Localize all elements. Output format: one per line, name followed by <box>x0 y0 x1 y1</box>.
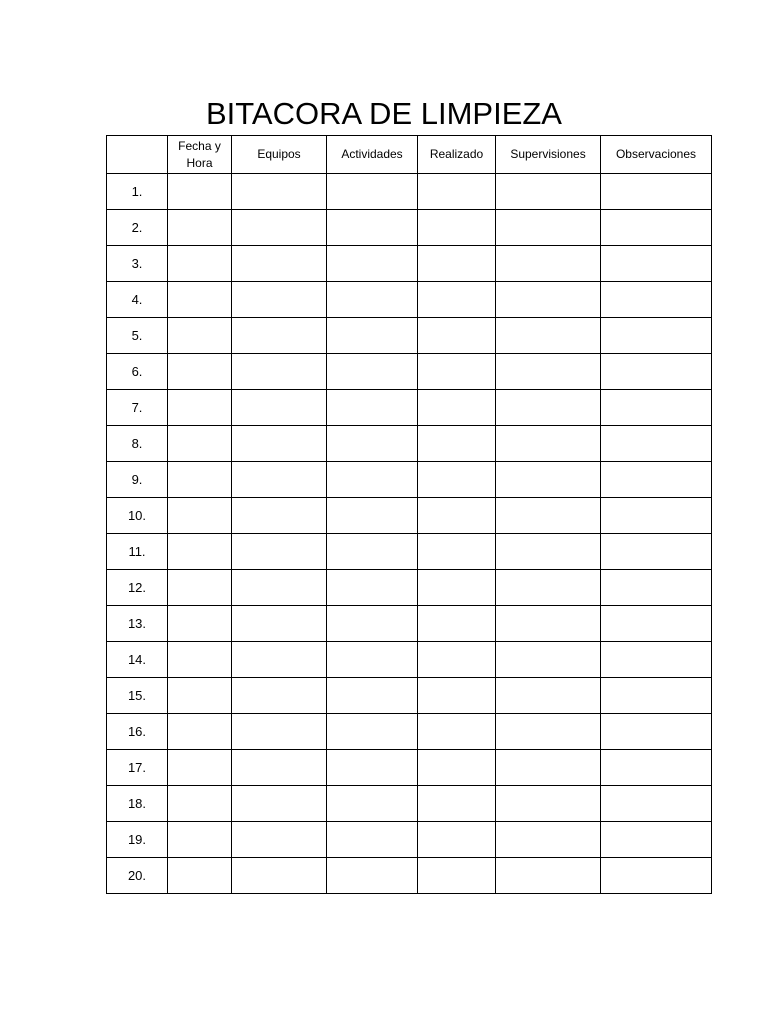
cell-equipos[interactable] <box>232 750 327 786</box>
cell-observaciones[interactable] <box>601 246 712 282</box>
table-row <box>107 354 712 390</box>
cell-actividades[interactable] <box>327 678 418 714</box>
table-row <box>107 858 712 894</box>
table-row <box>107 390 712 426</box>
cell-fecha-hora[interactable] <box>168 570 232 606</box>
cell-supervisiones[interactable] <box>496 570 601 606</box>
table-row <box>107 318 712 354</box>
cell-supervisiones[interactable] <box>496 390 601 426</box>
cell-equipos[interactable] <box>232 426 327 462</box>
cell-fecha-hora[interactable] <box>168 786 232 822</box>
cell-actividades[interactable] <box>327 858 418 894</box>
header-row <box>107 136 712 174</box>
cell-actividades[interactable] <box>327 534 418 570</box>
cell-supervisiones[interactable] <box>496 354 601 390</box>
header-cell-index <box>107 136 168 174</box>
cell-observaciones[interactable] <box>601 750 712 786</box>
cell-fecha-hora[interactable] <box>168 750 232 786</box>
row-number: 15. <box>107 678 168 714</box>
cell-observaciones[interactable] <box>601 570 712 606</box>
cell-supervisiones[interactable] <box>496 282 601 318</box>
cell-supervisiones[interactable] <box>496 246 601 282</box>
row-number: 16. <box>107 714 168 750</box>
row-number: 20. <box>107 858 168 894</box>
cell-realizado[interactable] <box>418 462 496 498</box>
table-row <box>107 426 712 462</box>
cell-realizado[interactable] <box>418 822 496 858</box>
cell-realizado[interactable] <box>418 786 496 822</box>
row-number: 11. <box>107 534 168 570</box>
cell-observaciones[interactable] <box>601 462 712 498</box>
row-number: 18. <box>107 786 168 822</box>
row-number: 5. <box>107 318 168 354</box>
cell-supervisiones[interactable] <box>496 318 601 354</box>
cell-equipos[interactable] <box>232 390 327 426</box>
cell-observaciones[interactable] <box>601 858 712 894</box>
cell-realizado[interactable] <box>418 318 496 354</box>
cell-supervisiones[interactable] <box>496 426 601 462</box>
cell-fecha-hora[interactable] <box>168 858 232 894</box>
cell-fecha-hora[interactable] <box>168 714 232 750</box>
cell-realizado[interactable] <box>418 174 496 210</box>
cell-fecha-hora[interactable] <box>168 246 232 282</box>
cell-realizado[interactable] <box>418 642 496 678</box>
cell-fecha-hora[interactable] <box>168 678 232 714</box>
cell-fecha-hora[interactable] <box>168 354 232 390</box>
cell-fecha-hora[interactable] <box>168 210 232 246</box>
cell-observaciones[interactable] <box>601 210 712 246</box>
cell-actividades[interactable] <box>327 786 418 822</box>
cell-actividades[interactable] <box>327 354 418 390</box>
cell-actividades[interactable] <box>327 822 418 858</box>
cell-equipos[interactable] <box>232 678 327 714</box>
row-number: 7. <box>107 390 168 426</box>
cell-realizado[interactable] <box>418 678 496 714</box>
cell-equipos[interactable] <box>232 318 327 354</box>
cleaning-log-table <box>106 135 712 894</box>
cell-actividades[interactable] <box>327 210 418 246</box>
cell-realizado[interactable] <box>418 570 496 606</box>
cell-supervisiones[interactable] <box>496 678 601 714</box>
cell-observaciones[interactable] <box>601 678 712 714</box>
cell-realizado[interactable] <box>418 858 496 894</box>
row-number: 4. <box>107 282 168 318</box>
cell-equipos[interactable] <box>232 570 327 606</box>
table-row <box>107 462 712 498</box>
cell-equipos[interactable] <box>232 354 327 390</box>
cell-equipos[interactable] <box>232 210 327 246</box>
table-row <box>107 606 712 642</box>
table-row <box>107 246 712 282</box>
cell-actividades[interactable] <box>327 642 418 678</box>
cell-actividades[interactable] <box>327 390 418 426</box>
row-number: 1. <box>107 174 168 210</box>
cell-observaciones[interactable] <box>601 174 712 210</box>
cell-realizado[interactable] <box>418 714 496 750</box>
row-number: 13. <box>107 606 168 642</box>
header-cell-equipos: Equipos <box>232 136 327 174</box>
cell-actividades[interactable] <box>327 714 418 750</box>
cell-realizado[interactable] <box>418 606 496 642</box>
log-body <box>107 174 712 894</box>
cell-supervisiones[interactable] <box>496 822 601 858</box>
cell-equipos[interactable] <box>232 606 327 642</box>
row-number: 2. <box>107 210 168 246</box>
cell-supervisiones[interactable] <box>496 534 601 570</box>
table-row <box>107 174 712 210</box>
cell-fecha-hora[interactable] <box>168 282 232 318</box>
table-row <box>107 282 712 318</box>
cell-equipos[interactable] <box>232 642 327 678</box>
cell-realizado[interactable] <box>418 354 496 390</box>
cell-supervisiones[interactable] <box>496 498 601 534</box>
cell-observaciones[interactable] <box>601 714 712 750</box>
cell-observaciones[interactable] <box>601 534 712 570</box>
page-title: BITACORA DE LIMPIEZA <box>205 96 562 131</box>
table-row <box>107 822 712 858</box>
cell-fecha-hora[interactable] <box>168 318 232 354</box>
cell-actividades[interactable] <box>327 246 418 282</box>
table-row <box>107 570 712 606</box>
cell-observaciones[interactable] <box>601 822 712 858</box>
row-number: 3. <box>107 246 168 282</box>
cell-actividades[interactable] <box>327 174 418 210</box>
table-row <box>107 678 712 714</box>
cell-supervisiones[interactable] <box>496 858 601 894</box>
cell-equipos[interactable] <box>232 174 327 210</box>
cell-observaciones[interactable] <box>601 318 712 354</box>
table-row <box>107 210 712 246</box>
cell-supervisiones[interactable] <box>496 750 601 786</box>
cell-observaciones[interactable] <box>601 498 712 534</box>
cell-supervisiones[interactable] <box>496 210 601 246</box>
cell-observaciones[interactable] <box>601 426 712 462</box>
row-number: 19. <box>107 822 168 858</box>
table-row <box>107 642 712 678</box>
cell-actividades[interactable] <box>327 282 418 318</box>
cell-observaciones[interactable] <box>601 786 712 822</box>
cell-actividades[interactable] <box>327 498 418 534</box>
cell-fecha-hora[interactable] <box>168 498 232 534</box>
row-number: 10. <box>107 498 168 534</box>
row-number: 8. <box>107 426 168 462</box>
row-number: 9. <box>107 462 168 498</box>
cell-actividades[interactable] <box>327 606 418 642</box>
cell-actividades[interactable] <box>327 750 418 786</box>
cell-equipos[interactable] <box>232 282 327 318</box>
header-cell-observaciones: Observaciones <box>601 136 712 174</box>
cell-equipos[interactable] <box>232 786 327 822</box>
cell-fecha-hora[interactable] <box>168 174 232 210</box>
cell-supervisiones[interactable] <box>496 606 601 642</box>
cell-actividades[interactable] <box>327 426 418 462</box>
cell-observaciones[interactable] <box>601 606 712 642</box>
cell-fecha-hora[interactable] <box>168 534 232 570</box>
cell-realizado[interactable] <box>418 390 496 426</box>
cell-supervisiones[interactable] <box>496 714 601 750</box>
row-number: 12. <box>107 570 168 606</box>
table-row <box>107 786 712 822</box>
cell-observaciones[interactable] <box>601 282 712 318</box>
cell-realizado[interactable] <box>418 246 496 282</box>
cell-equipos[interactable] <box>232 714 327 750</box>
table-row <box>107 498 712 534</box>
row-number: 14. <box>107 642 168 678</box>
cell-supervisiones[interactable] <box>496 174 601 210</box>
cell-fecha-hora[interactable] <box>168 390 232 426</box>
cell-actividades[interactable] <box>327 318 418 354</box>
header-cell-actividades: Actividades <box>327 136 418 174</box>
cell-observaciones[interactable] <box>601 354 712 390</box>
cell-realizado[interactable] <box>418 426 496 462</box>
header-cell-supervisiones: Supervisiones <box>496 136 601 174</box>
cell-equipos[interactable] <box>232 822 327 858</box>
cell-supervisiones[interactable] <box>496 786 601 822</box>
cell-observaciones[interactable] <box>601 642 712 678</box>
header-cell-fecha-hora <box>168 136 232 174</box>
table-row <box>107 534 712 570</box>
cell-fecha-hora[interactable] <box>168 642 232 678</box>
table-row <box>107 750 712 786</box>
header-cell-realizado: Realizado <box>418 136 496 174</box>
cell-equipos[interactable] <box>232 462 327 498</box>
cell-realizado[interactable] <box>418 282 496 318</box>
cell-fecha-hora[interactable] <box>168 822 232 858</box>
cell-actividades[interactable] <box>327 570 418 606</box>
cell-fecha-hora[interactable] <box>168 426 232 462</box>
cell-equipos[interactable] <box>232 246 327 282</box>
cell-supervisiones[interactable] <box>496 642 601 678</box>
cell-actividades[interactable] <box>327 462 418 498</box>
cell-equipos[interactable] <box>232 858 327 894</box>
table-row <box>107 714 712 750</box>
row-number: 17. <box>107 750 168 786</box>
cell-realizado[interactable] <box>418 750 496 786</box>
cell-equipos[interactable] <box>232 534 327 570</box>
cell-realizado[interactable] <box>418 534 496 570</box>
cell-equipos[interactable] <box>232 498 327 534</box>
cell-realizado[interactable] <box>418 498 496 534</box>
cell-observaciones[interactable] <box>601 390 712 426</box>
cell-realizado[interactable] <box>418 210 496 246</box>
header-fecha-hora-label: Fecha y Hora <box>178 138 221 170</box>
cell-fecha-hora[interactable] <box>168 462 232 498</box>
cell-fecha-hora[interactable] <box>168 606 232 642</box>
cell-supervisiones[interactable] <box>496 462 601 498</box>
row-number: 6. <box>107 354 168 390</box>
